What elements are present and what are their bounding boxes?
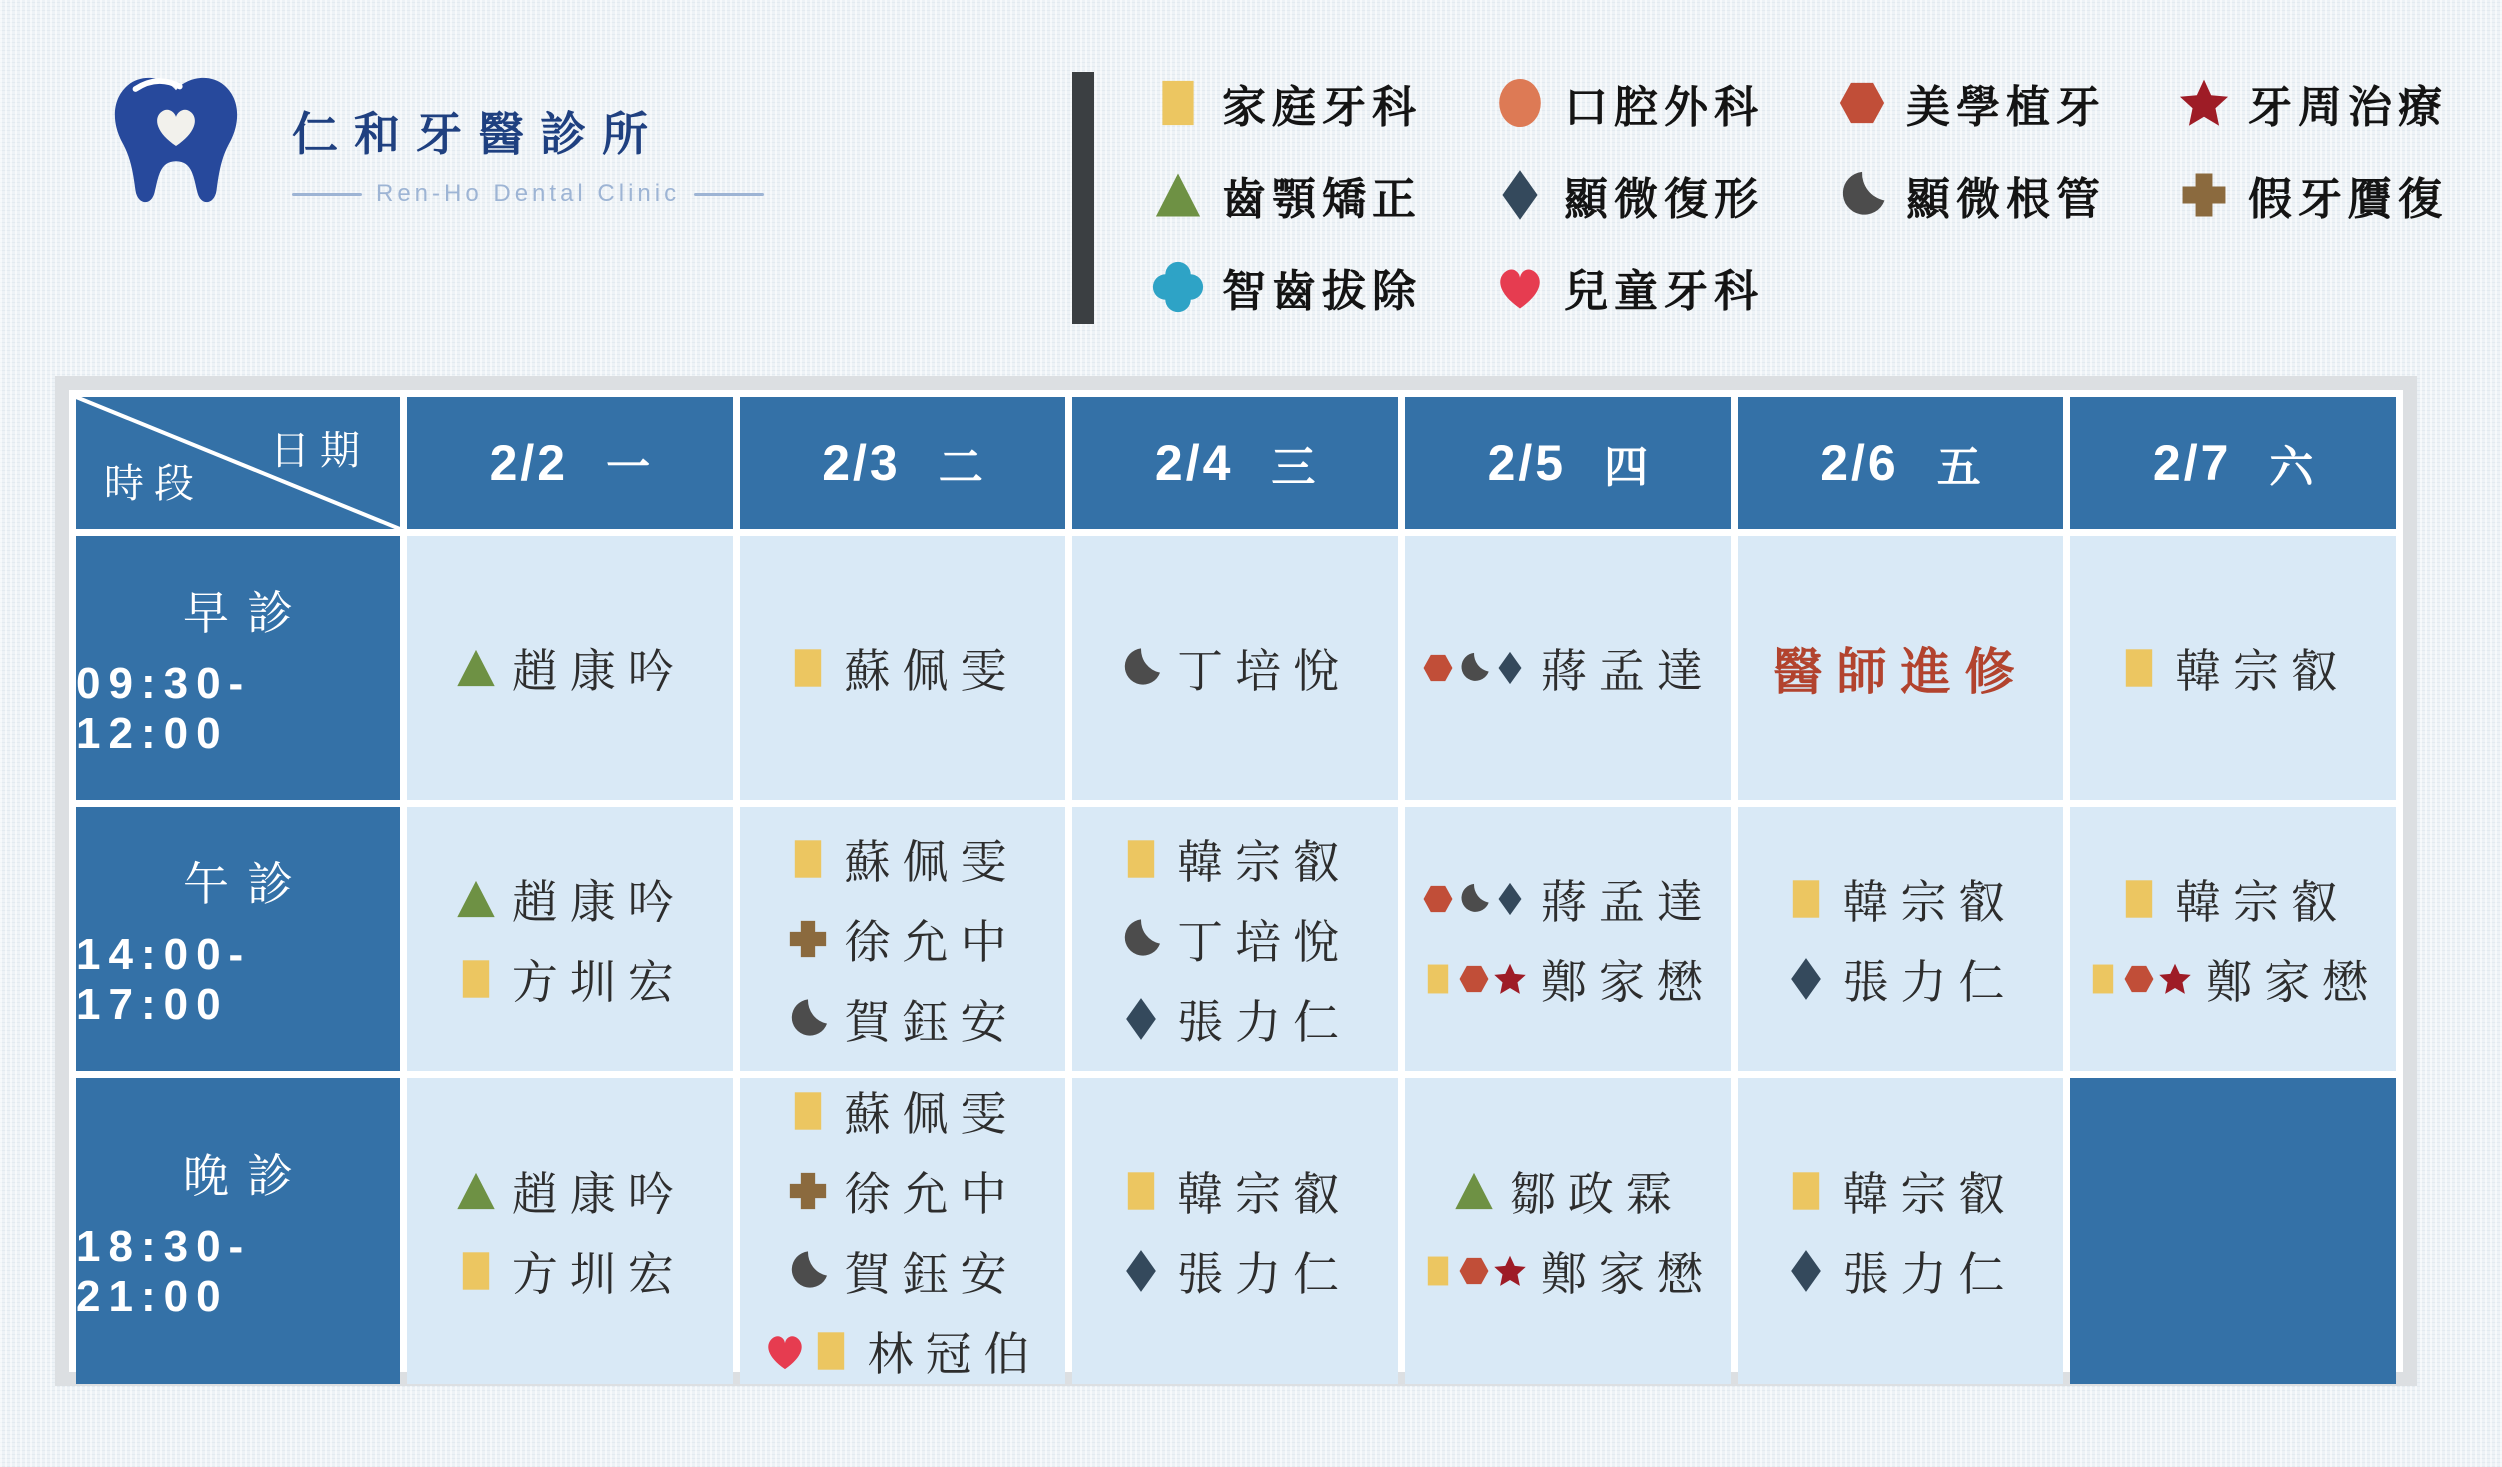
heart-icon	[763, 1329, 807, 1373]
schedule-cell-午診-2/3	[740, 807, 1066, 1071]
square-icon	[1152, 77, 1204, 129]
doctor-name: 韓宗叡	[1842, 1168, 2017, 1220]
square-icon	[1784, 1169, 1828, 1213]
doctor-name: 鄒政霖	[1509, 1168, 1684, 1220]
doctor-entry	[786, 906, 1018, 972]
crescent-icon	[1457, 651, 1491, 685]
schedule-cell-晚診-2/6	[1738, 1078, 2064, 1384]
legend-label-pediatric-dentistry: 兒童牙科	[1564, 267, 1764, 316]
doctor-specialty-icons	[786, 1249, 830, 1293]
legend-item-wisdom-extraction	[1152, 256, 1422, 318]
doctor-specialty-icons	[1119, 1169, 1163, 1213]
triangle-icon	[454, 1169, 498, 1213]
square-icon	[1784, 877, 1828, 921]
doctor-name: 蔣孟達	[1540, 645, 1715, 697]
doctor-specialty-icons	[786, 646, 830, 690]
crescent-icon	[786, 1249, 830, 1293]
timeslot-time: 18:30-21:00	[76, 1222, 252, 1321]
header-date: 2/7	[2152, 435, 2232, 491]
doctor-entry	[1421, 866, 1715, 932]
schedule-cell-午診-2/6	[1738, 807, 2064, 1071]
schedule-cell-晚診-2/7	[2070, 1078, 2396, 1384]
doctor-entry	[454, 1158, 686, 1224]
schedule-cell-晚診-2/5	[1405, 1078, 1731, 1384]
doctor-name: 鄭家懋	[2206, 956, 2381, 1008]
doctor-name: 方圳宏	[511, 1248, 686, 1300]
legend-item-pediatric-dentistry	[1494, 256, 1764, 318]
schedule-cell-早診-2/5	[1405, 536, 1731, 800]
doctor-entry	[763, 1318, 1041, 1384]
square-icon	[454, 957, 498, 1001]
doctor-specialty-icons	[1119, 837, 1163, 881]
header-date: 2/5	[1487, 435, 1567, 491]
doctor-specialty-icons	[1421, 882, 1527, 916]
doctor-name: 張力仁	[1177, 996, 1352, 1048]
square-icon	[1119, 1169, 1163, 1213]
doctor-specialty-icons	[1119, 646, 1163, 690]
star-icon	[2178, 77, 2230, 129]
heart-icon	[1494, 261, 1546, 313]
crescent-icon	[1457, 882, 1491, 916]
doctor-entry	[1119, 635, 1351, 701]
doctor-name: 蘇佩雯	[844, 836, 1019, 888]
doctor-name: 蔣孟達	[1540, 876, 1715, 928]
diamond-icon	[1493, 882, 1527, 916]
clinic-title-block	[292, 70, 764, 208]
subtitle-dash-right	[694, 193, 764, 196]
specialty-legend	[1152, 72, 2448, 318]
legend-label-family-dentistry: 家庭牙科	[1222, 83, 1422, 132]
doctor-specialty-icons	[786, 997, 830, 1041]
doctor-entry	[1784, 1158, 2016, 1224]
doctor-name: 韓宗叡	[2175, 645, 2350, 697]
legend-label-orthodontics: 齒顎矯正	[1222, 175, 1422, 224]
doctor-specialty-icons	[1784, 1169, 1828, 1213]
header-weekday: 三	[1271, 443, 1316, 492]
hexagon-icon	[1457, 962, 1491, 996]
doctor-entry	[1119, 1238, 1351, 1304]
hexagon-icon	[1836, 77, 1888, 129]
doctor-specialty-icons	[763, 1329, 853, 1373]
tooth-heart-logo-icon	[96, 70, 256, 222]
header-date: 2/2	[489, 435, 569, 491]
doctor-name: 方圳宏	[511, 956, 686, 1008]
header-date: 2/3	[822, 435, 901, 491]
doctor-entry	[1452, 1158, 1684, 1224]
schedule-table-frame	[55, 376, 2417, 1386]
doctor-entry	[1119, 986, 1351, 1052]
schedule-cell-午診-2/5	[1405, 807, 1731, 1071]
hexagon-icon	[1421, 882, 1455, 916]
square-icon	[786, 1089, 830, 1133]
timeslot-period: 晚診	[183, 1150, 311, 1202]
doctor-name: 丁培悅	[1177, 645, 1352, 697]
doctor-specialty-icons	[454, 646, 498, 690]
corner-label-period: 時段	[104, 462, 204, 506]
doctor-specialty-icons	[1452, 1169, 1496, 1213]
doctor-entry	[786, 986, 1018, 1052]
doctor-name: 賀鈺安	[844, 1248, 1019, 1300]
square-icon	[2117, 877, 2161, 921]
crescent-icon	[786, 997, 830, 1041]
doctor-specialty-icons	[2117, 646, 2161, 690]
doctor-specialty-icons	[1421, 651, 1527, 685]
doctor-entry	[786, 1078, 1018, 1144]
crescent-icon	[1119, 646, 1163, 690]
doctor-entry	[454, 635, 686, 701]
doctor-entry	[786, 1158, 1018, 1224]
doctor-name: 鄭家懋	[1540, 1248, 1715, 1300]
legend-label-prosthodontics: 假牙贋復	[2248, 175, 2448, 224]
clinic-logo	[96, 70, 764, 222]
doctor-name: 蘇佩雯	[844, 645, 1019, 697]
corner-label-date: 日期	[270, 429, 370, 473]
doctor-specialty-icons	[454, 1249, 498, 1293]
cross-icon	[786, 1169, 830, 1213]
clover-icon	[1152, 261, 1204, 313]
timeslot-period: 早診	[183, 587, 311, 639]
doctor-name: 張力仁	[1842, 1248, 2017, 1300]
legend-item-family-dentistry	[1152, 72, 1422, 134]
diamond-icon	[1119, 1249, 1163, 1293]
doctor-entry	[1784, 1238, 2016, 1304]
date-header-2/2	[407, 397, 733, 529]
doctor-specialty-icons	[1119, 1249, 1163, 1293]
doctor-name: 丁培悅	[1177, 916, 1352, 968]
legend-label-wisdom-extraction: 智齒拔除	[1222, 267, 1422, 316]
schedule-cell-早診-2/4	[1072, 536, 1398, 800]
doctor-name: 韓宗叡	[1177, 836, 1352, 888]
doctor-name: 徐允中	[844, 1168, 1019, 1220]
square-icon	[1421, 962, 1455, 996]
diamond-icon	[1784, 957, 1828, 1001]
square-icon	[2117, 646, 2161, 690]
schedule-cell-午診-2/2	[407, 807, 733, 1071]
schedule-cell-早診-2/2	[407, 536, 733, 800]
schedule-cell-晚診-2/2	[407, 1078, 733, 1384]
doctor-entry	[786, 826, 1018, 892]
doctor-specialty-icons	[1119, 997, 1163, 1041]
legend-label-oral-surgery: 口腔外科	[1564, 83, 1764, 132]
timeslot-header-午診	[76, 807, 400, 1071]
triangle-icon	[1452, 1169, 1496, 1213]
doctor-entry	[1784, 866, 2016, 932]
doctor-entry	[2117, 635, 2349, 701]
timeslot-header-早診	[76, 536, 400, 800]
header-weekday: 六	[2269, 443, 2314, 492]
legend-label-perio-treatment: 牙周治療	[2248, 83, 2448, 132]
circle-icon	[1494, 77, 1546, 129]
doctor-training-note: 醫師進修	[1772, 644, 2029, 700]
corner-cell	[76, 397, 400, 529]
schedule-table	[69, 390, 2403, 1380]
legend-item-oral-surgery	[1494, 72, 1764, 134]
timeslot-time: 09:30-12:00	[76, 659, 252, 758]
clinic-subtitle	[292, 180, 764, 208]
legend-item-micro-restoration	[1494, 164, 1764, 226]
star-icon	[1493, 1254, 1527, 1288]
hexagon-icon	[1457, 1254, 1491, 1288]
doctor-specialty-icons	[786, 1089, 830, 1133]
legend-item-perio-treatment	[2178, 72, 2448, 134]
doctor-specialty-icons	[2086, 962, 2192, 996]
square-icon	[2086, 962, 2120, 996]
header-weekday: 四	[1604, 443, 1649, 492]
schedule-cell-午診-2/4	[1072, 807, 1398, 1071]
square-icon	[1119, 837, 1163, 881]
legend-label-aesthetic-implant: 美學植牙	[1906, 83, 2106, 132]
doctor-entry	[1784, 946, 2016, 1012]
doctor-name: 賀鈺安	[844, 996, 1019, 1048]
schedule-cell-早診-2/3	[740, 536, 1066, 800]
doctor-name: 趙康吟	[511, 645, 686, 697]
schedule-cell-晚診-2/3	[740, 1078, 1066, 1384]
legend-label-micro-endo: 顯微根管	[1906, 175, 2106, 224]
doctor-name: 韓宗叡	[1177, 1168, 1352, 1220]
hexagon-icon	[1421, 651, 1455, 685]
schedule-cell-午診-2/7	[2070, 807, 2396, 1071]
square-icon	[454, 1249, 498, 1293]
doctor-entry	[1119, 826, 1351, 892]
doctor-specialty-icons	[1784, 1249, 1828, 1293]
doctor-specialty-icons	[454, 1169, 498, 1213]
doctor-entry	[1421, 635, 1715, 701]
doctor-name: 徐允中	[844, 916, 1019, 968]
doctor-name: 韓宗叡	[1842, 876, 2017, 928]
diamond-icon	[1493, 651, 1527, 685]
date-header-2/7	[2070, 397, 2396, 529]
square-icon	[809, 1329, 853, 1373]
legend-divider-bar	[1072, 72, 1094, 324]
diamond-icon	[1784, 1249, 1828, 1293]
clinic-subtitle-text: Ren-Ho Dental Clinic	[376, 180, 681, 207]
doctor-entry	[1119, 906, 1351, 972]
star-icon	[2158, 962, 2192, 996]
doctor-name: 蘇佩雯	[844, 1088, 1019, 1140]
date-header-2/4	[1072, 397, 1398, 529]
doctor-specialty-icons	[454, 877, 498, 921]
header-weekday: 五	[1936, 443, 1981, 492]
triangle-icon	[1152, 169, 1204, 221]
doctor-specialty-icons	[1119, 917, 1163, 961]
legend-item-micro-endo	[1836, 164, 2106, 226]
timeslot-header-晚診	[76, 1078, 400, 1384]
doctor-entry	[454, 866, 686, 932]
doctor-entry	[454, 946, 686, 1012]
header-date: 2/6	[1820, 435, 1899, 491]
doctor-name: 趙康吟	[511, 1168, 686, 1220]
timeslot-time: 14:00-17:00	[76, 930, 252, 1029]
doctor-entry	[454, 1238, 686, 1304]
triangle-icon	[454, 877, 498, 921]
legend-item-aesthetic-implant	[1836, 72, 2106, 134]
hexagon-icon	[2122, 962, 2156, 996]
doctor-name: 趙康吟	[511, 876, 686, 928]
square-icon	[786, 837, 830, 881]
doctor-name: 韓宗叡	[2175, 876, 2350, 928]
doctor-specialty-icons	[786, 917, 830, 961]
header-weekday: 一	[606, 443, 651, 492]
doctor-entry	[1421, 946, 1715, 1012]
timeslot-period: 午診	[183, 858, 311, 910]
doctor-entry	[786, 635, 1018, 701]
schedule-cell-早診-2/7	[2070, 536, 2396, 800]
crescent-icon	[1119, 917, 1163, 961]
doctor-specialty-icons	[786, 1169, 830, 1213]
date-header-2/3	[740, 397, 1066, 529]
diamond-icon	[1494, 169, 1546, 221]
subtitle-dash-left	[292, 193, 362, 196]
square-icon	[786, 646, 830, 690]
triangle-icon	[454, 646, 498, 690]
square-icon	[1421, 1254, 1455, 1288]
legend-item-orthodontics	[1152, 164, 1422, 226]
doctor-entry	[1119, 1158, 1351, 1224]
cross-icon	[786, 917, 830, 961]
star-icon	[1493, 962, 1527, 996]
cross-icon	[2178, 169, 2230, 221]
crescent-icon	[1836, 169, 1888, 221]
doctor-specialty-icons	[1784, 957, 1828, 1001]
legend-label-micro-restoration: 顯微復形	[1564, 175, 1764, 224]
doctor-entry	[1421, 1238, 1715, 1304]
legend-item-prosthodontics	[2178, 164, 2448, 226]
doctor-entry	[2086, 946, 2380, 1012]
doctor-specialty-icons	[2117, 877, 2161, 921]
doctor-entry	[786, 1238, 1018, 1304]
diamond-icon	[1119, 997, 1163, 1041]
doctor-specialty-icons	[1421, 1254, 1527, 1288]
doctor-specialty-icons	[454, 957, 498, 1001]
schedule-cell-晚診-2/4	[1072, 1078, 1398, 1384]
doctor-name: 林冠伯	[867, 1328, 1042, 1380]
doctor-name: 鄭家懋	[1540, 956, 1715, 1008]
clinic-name: 仁和牙醫診所	[292, 108, 664, 160]
doctor-specialty-icons	[786, 837, 830, 881]
doctor-entry	[2117, 866, 2349, 932]
date-header-2/5	[1405, 397, 1731, 529]
schedule-cell-早診-2/6	[1738, 536, 2064, 800]
doctor-specialty-icons	[1784, 877, 1828, 921]
header-weekday: 二	[938, 443, 983, 492]
date-header-2/6	[1738, 397, 2064, 529]
doctor-name: 張力仁	[1842, 956, 2017, 1008]
doctor-name: 張力仁	[1177, 1248, 1352, 1300]
header-date: 2/4	[1154, 435, 1234, 491]
doctor-specialty-icons	[1421, 962, 1527, 996]
